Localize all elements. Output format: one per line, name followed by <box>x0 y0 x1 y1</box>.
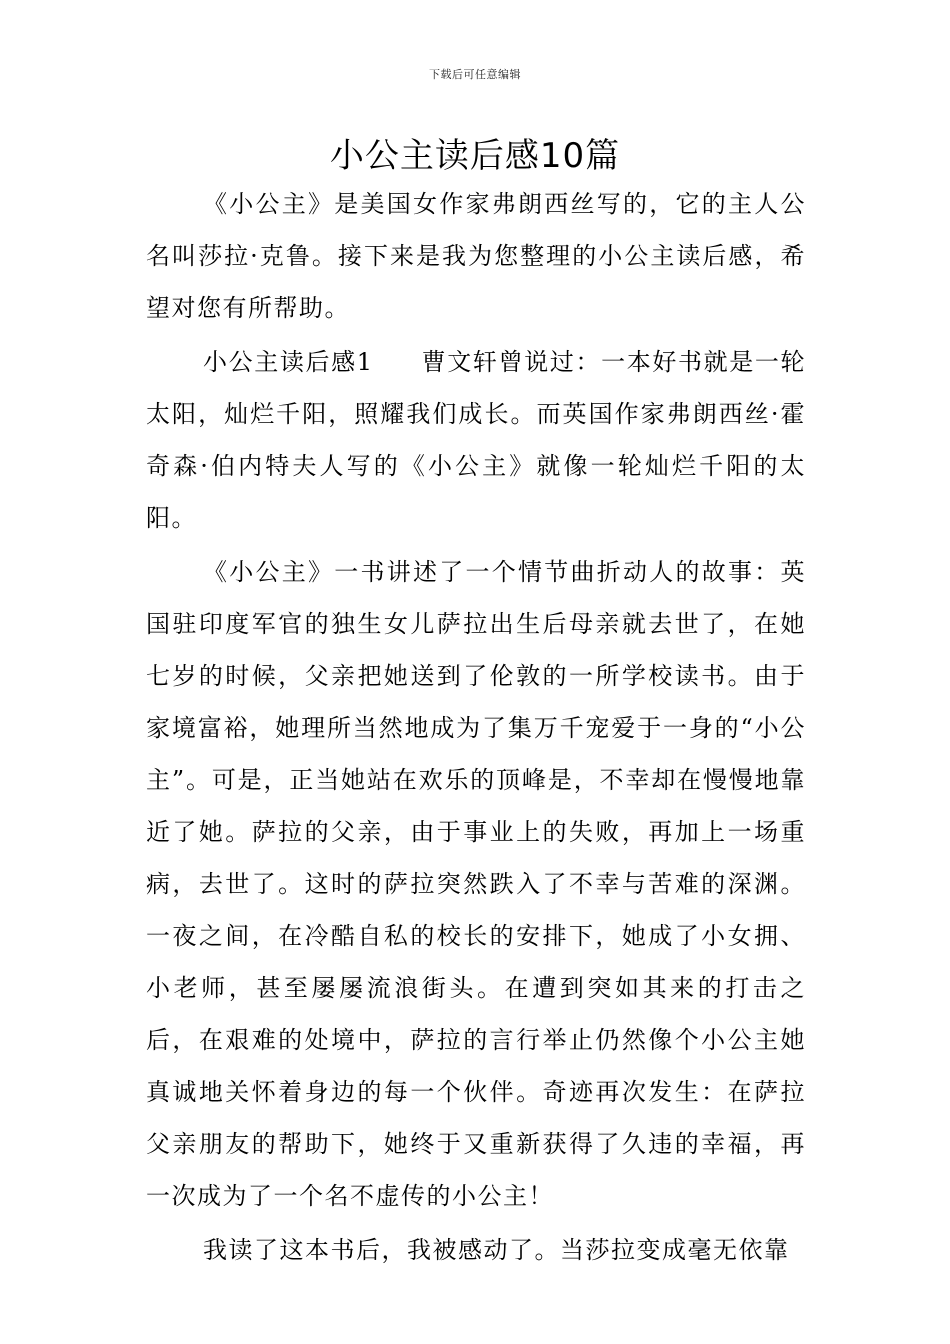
essay-1-paragraph <box>146 336 806 544</box>
essay-1-heading: 小公主读后感1 <box>203 348 374 376</box>
essay-1-text: 曹文轩曾说过：一本好书就是一轮太阳，灿烂千阳，照耀我们成长。而英国作家弗朗西丝·霍奇森·伯内特夫人写的《小公主》就像一轮灿烂千阳的太阳。 <box>146 348 806 532</box>
story-summary-paragraph: 《小公主》一书讲述了一个情节曲折动人的故事：英国驻印度军官的独生女儿萨拉出生后母亲就去世了，在她七岁的时候，父亲把她送到了伦敦的一所学校读书。由于家境富裕，她理所当然地成为了集万千宠爱于一身的“小公主”。可是，正当她站在欢乐的顶峰是，不幸却在慢慢地靠近了她。萨拉的父亲，由于事业上的失败，再加上一场重病，去世了。这时的萨拉突然跌入了不幸与苦难的深渊。一夜之间，在冷酷自私的校长的安排下，她成了小女拥、小老师，甚至屡屡流浪街头。在遭到突如其来的打击之后，在艰难的处境中，萨拉的言行举止仍然像个小公主她真诚地关怀着身边的每一个伙伴。奇迹再次发生：在萨拉父亲朋友的帮助下，她终于又重新获得了久违的幸福，再一次成为了一个名不虚传的小公主！ <box>146 558 806 1210</box>
header-note: 下载后可任意编辑 <box>429 68 521 81</box>
document-body <box>146 178 806 1278</box>
intro-paragraph: 《小公主》是美国女作家弗朗西丝写的，它的主人公名叫莎拉·克鲁。接下来是我为您整理的小公主读后感，希望对您有所帮助。 <box>146 190 806 322</box>
reflection-paragraph: 我读了这本书后，我被感动了。当莎拉变成毫无依靠 <box>203 1236 790 1264</box>
page-title: 小公主读后感10篇 <box>329 136 621 176</box>
